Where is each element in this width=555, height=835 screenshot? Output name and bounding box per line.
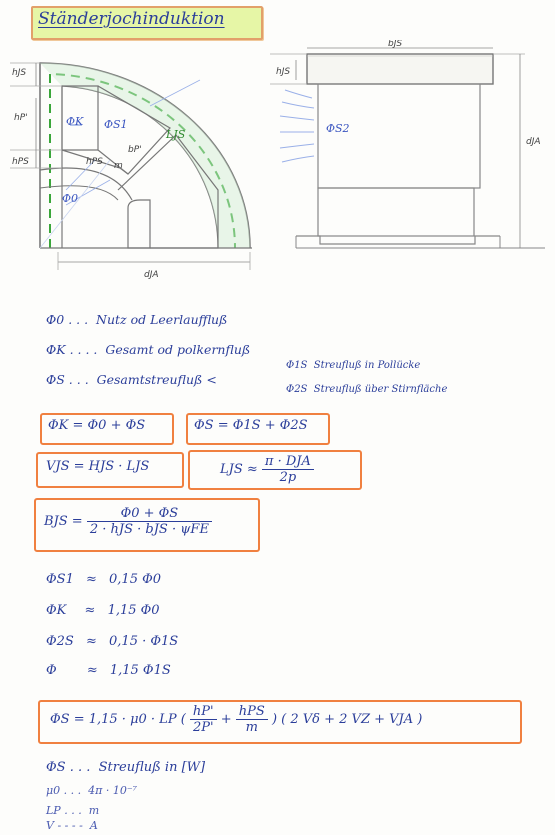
unit-symbol: μ0	[46, 784, 61, 797]
unit-text: A	[89, 819, 98, 832]
big-formula-right: ) ( 2 Vδ + 2 VZ + VJA )	[271, 712, 423, 727]
fraction-denominator: 2 · hJS · bJS · ψFE	[89, 522, 209, 537]
formula-bjs-fraction	[87, 506, 212, 537]
streu-symbol: Φ2S	[286, 384, 308, 395]
approx-rhs: 1,15 Φ0	[107, 603, 160, 618]
def-phi-k	[46, 342, 250, 357]
def-symbol: Φ0	[46, 312, 65, 327]
unit-text: 4π · 10⁻⁷	[88, 784, 138, 797]
formula-vjs: VJS = HJS · LJS	[46, 459, 150, 474]
approx-rel: ≈	[86, 663, 98, 678]
big-formula-plus: +	[220, 712, 232, 727]
approx-row	[46, 603, 160, 618]
unit-row	[46, 760, 205, 775]
approx-rel: ≈	[84, 603, 96, 618]
fraction-numerator: hP'	[190, 704, 217, 720]
label-m: m	[114, 161, 123, 171]
approx-rhs: 0,15 Φ0	[109, 572, 162, 587]
label-hjs: hJS	[12, 68, 27, 78]
label-dja: dJA	[144, 270, 159, 280]
formula-streufluss	[50, 704, 422, 735]
def-dots: . . .	[68, 372, 89, 387]
label-hps: hPS	[12, 157, 29, 167]
unit-symbol: V	[46, 819, 54, 832]
unit-symbol: ΦS	[46, 760, 66, 775]
unit-text: Streufluß in [W]	[98, 760, 206, 775]
streu-1s	[286, 360, 420, 371]
unit-dots: . . .	[63, 784, 82, 797]
fraction-numerator: Φ0 + ΦS	[87, 506, 212, 522]
formula-ljs	[220, 454, 314, 485]
def-symbol: ΦS	[46, 372, 65, 387]
unit-dots: . . .	[69, 760, 91, 775]
big-formula-fraction-2	[236, 704, 268, 735]
def-phi-0	[46, 312, 227, 327]
formula-ljs-left: LJS ≈	[220, 462, 258, 477]
approx-rhs: 1,15 Φ1S	[109, 663, 171, 678]
side-view	[270, 48, 545, 248]
unit-row	[46, 804, 99, 817]
label-phi-0: Φ0	[62, 192, 79, 205]
approx-lhs: Φ	[46, 663, 57, 678]
approx-lhs: ΦS1	[46, 572, 74, 587]
unit-dots: - - - -	[57, 819, 83, 832]
page-title: Ständerjochinduktion	[38, 9, 225, 29]
label-hps-small: hPS	[86, 157, 103, 167]
big-formula-fraction-1	[190, 704, 217, 735]
label-dja-right: dJA	[526, 137, 541, 147]
approx-row	[46, 572, 161, 587]
streu-text: Streufluß in Pollücke	[313, 360, 421, 371]
label-hp: hP'	[14, 113, 28, 123]
label-phi-s2: ΦS2	[326, 122, 350, 135]
def-text: Gesamt od polkernfluß	[105, 342, 251, 357]
label-ljs: LJS	[166, 128, 186, 141]
quarter-section	[10, 63, 252, 270]
formula-bjs-left: BJS =	[44, 514, 83, 529]
unit-row	[46, 819, 98, 832]
label-hjs-right: hJS	[276, 67, 291, 77]
approx-row	[46, 634, 178, 649]
def-text: Nutz od Leerlauffluß	[96, 312, 228, 327]
fraction-denominator: m	[245, 720, 258, 735]
fraction-denominator: 2p	[279, 470, 297, 485]
big-formula-left: ΦS = 1,15 · μ0 · LP (	[50, 712, 186, 727]
fraction-numerator: π · DJA	[262, 454, 314, 470]
approx-rel: ≈	[85, 572, 97, 587]
streu-2s	[286, 384, 447, 395]
approx-lhs: Φ2S	[46, 634, 74, 649]
fraction-denominator: 2P'	[192, 720, 214, 735]
approx-row	[46, 663, 171, 678]
formula-phi-s: ΦS = Φ1S + Φ2S	[194, 418, 308, 433]
formula-bjs	[44, 506, 212, 537]
stator-yoke-diagram	[0, 40, 555, 285]
def-symbol: ΦK	[46, 342, 66, 357]
unit-symbol: LP	[46, 804, 61, 817]
fraction-numerator: hPS	[236, 704, 268, 720]
approx-rhs: 0,15 · Φ1S	[109, 634, 179, 649]
label-bjs: bJS	[388, 40, 403, 49]
approx-rel: ≈	[85, 634, 97, 649]
formula-phi-k: ΦK = Φ0 + ΦS	[48, 418, 146, 433]
def-text: Gesamtstreufluß <	[96, 372, 217, 387]
approx-lhs: ΦK	[46, 603, 67, 618]
streu-symbol: Φ1S	[286, 360, 308, 371]
label-phi-s1: ΦS1	[104, 118, 128, 131]
streu-text: Streufluß über Stirnfläche	[313, 384, 448, 395]
def-dots: . . . .	[69, 342, 98, 357]
label-phi-k: ΦK	[66, 115, 84, 128]
unit-row	[46, 784, 137, 797]
def-dots: . . .	[68, 312, 89, 327]
unit-text: m	[88, 804, 100, 817]
def-phi-s	[46, 372, 217, 387]
label-bp: bP'	[128, 145, 142, 155]
formula-ljs-fraction	[262, 454, 314, 485]
unit-dots: . . .	[64, 804, 82, 817]
